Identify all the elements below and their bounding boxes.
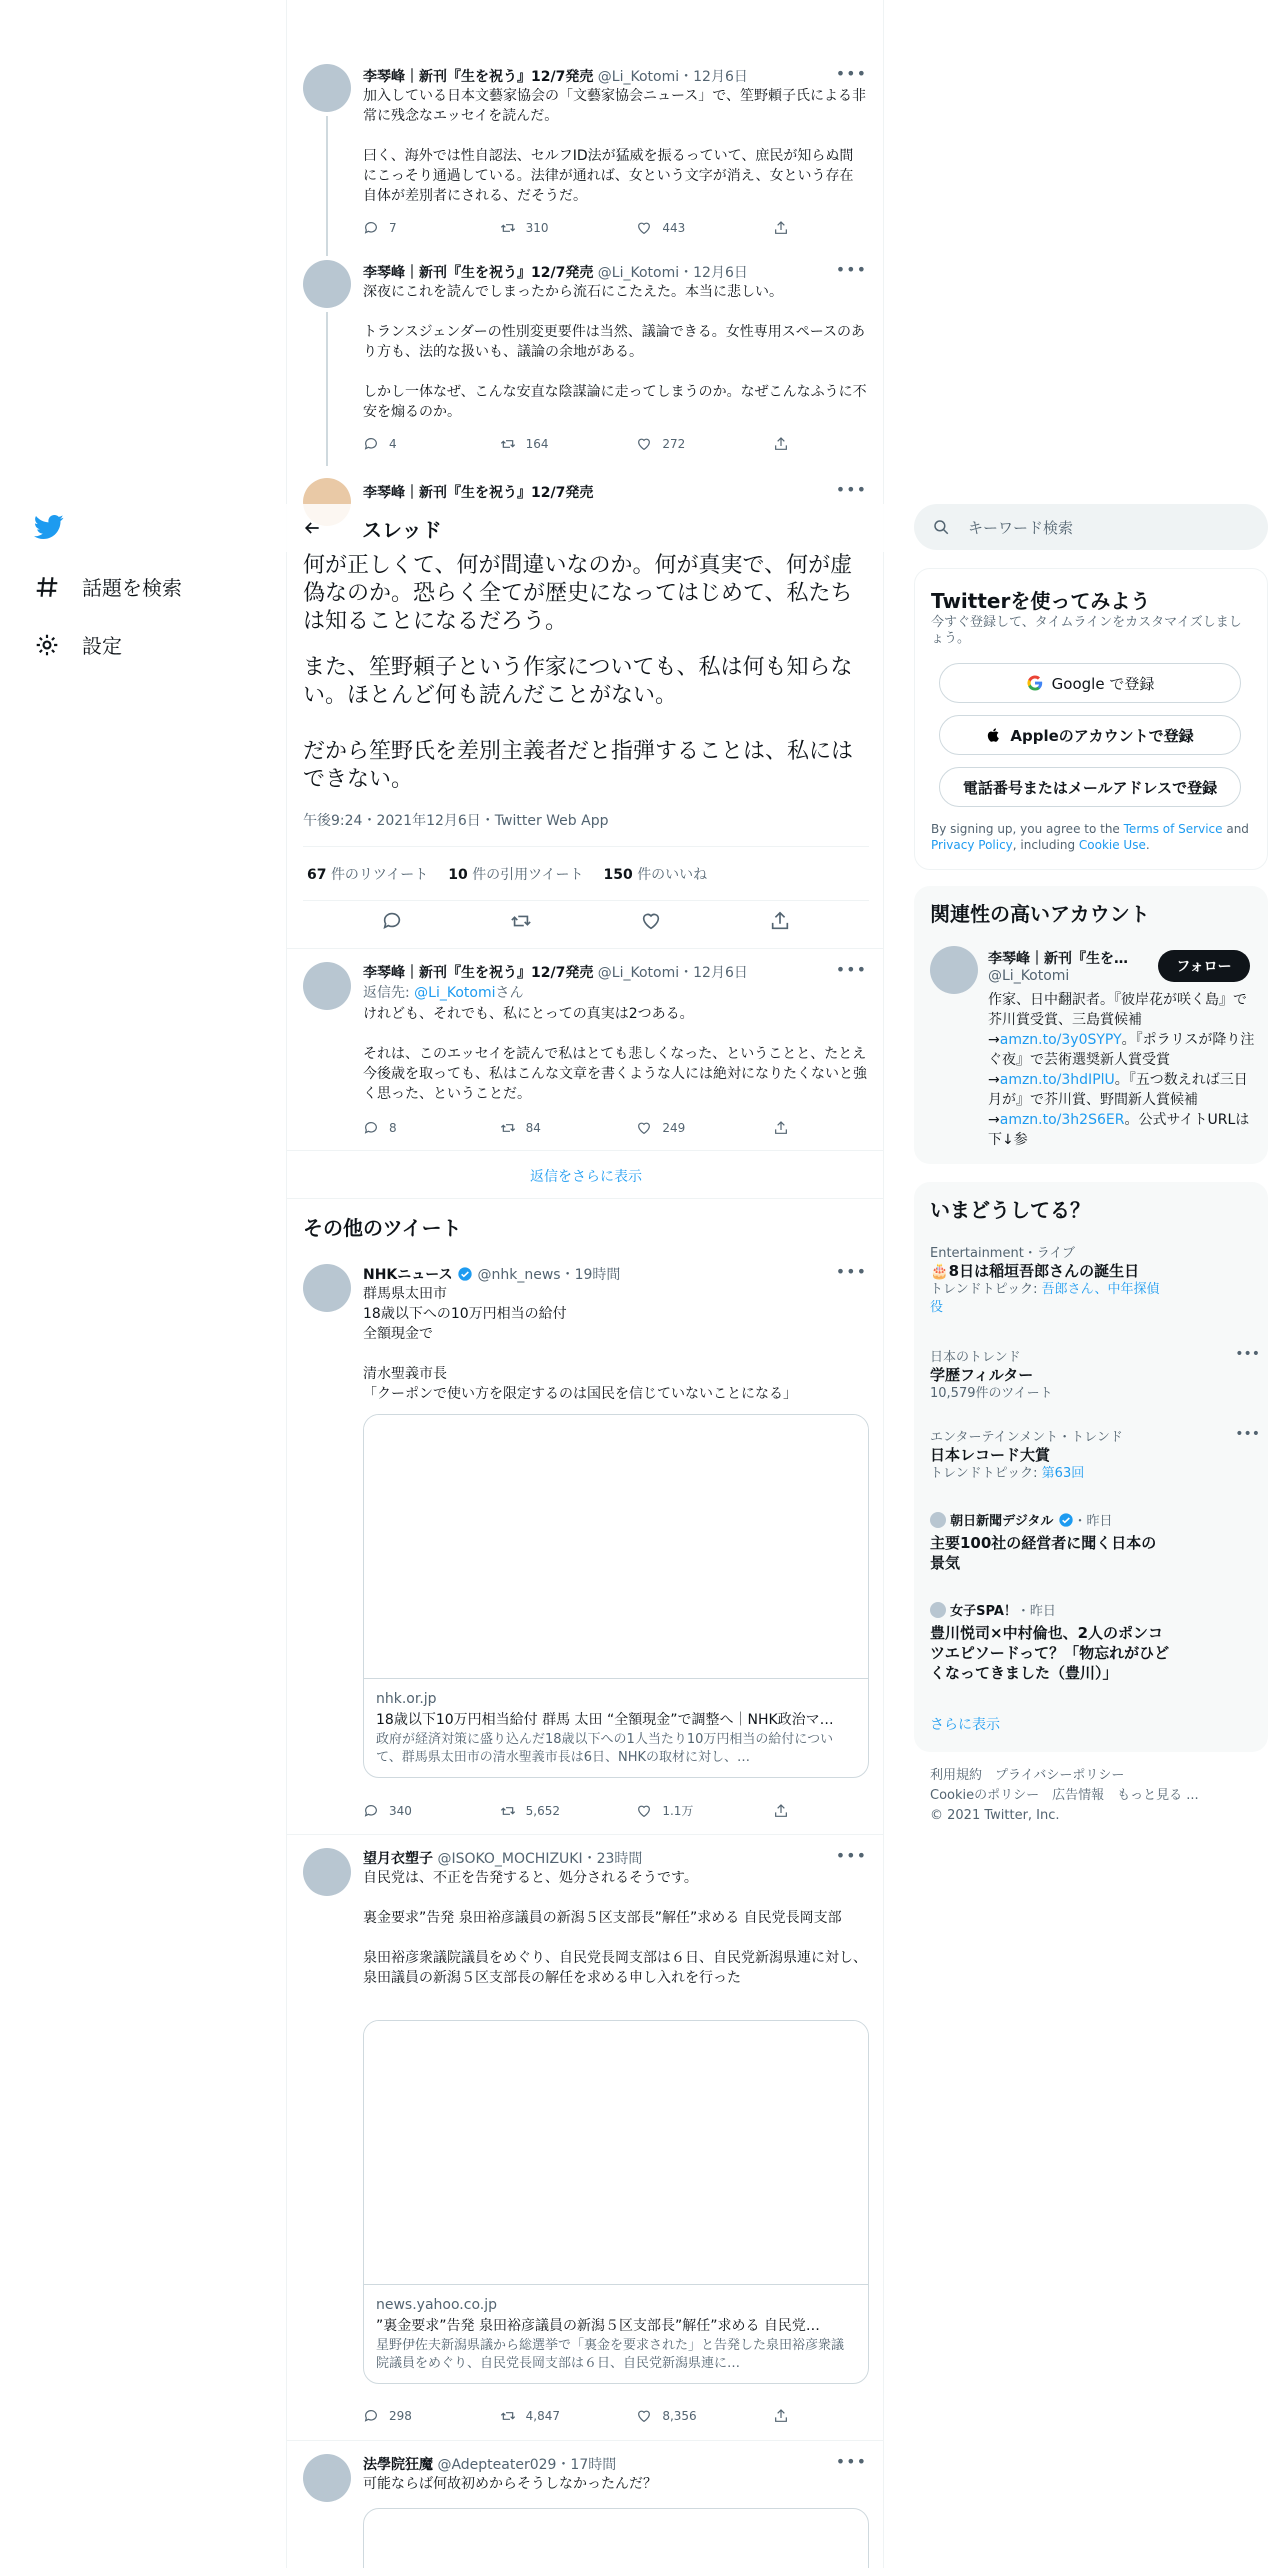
retweet-button[interactable]: [500, 2408, 600, 2424]
thread-connector: [326, 116, 328, 250]
link-card[interactable]: [363, 2020, 869, 2384]
bio-text-3: 。『五つ数えれば三日月が』で芥川賞、野間新人賞候補→: [988, 1072, 1248, 1128]
retweet-button[interactable]: [500, 1802, 600, 1819]
reply-icon: [363, 2408, 379, 2424]
avatar[interactable]: [303, 1264, 351, 1312]
more-tweets-heading: その他のツイート: [303, 1216, 462, 1240]
avatar[interactable]: [303, 2454, 351, 2502]
retweet-icon: [500, 436, 516, 452]
reply-button[interactable]: [363, 436, 463, 452]
like-button[interactable]: [636, 1802, 736, 1819]
more-icon[interactable]: •••: [835, 64, 867, 83]
show-more-replies-link[interactable]: 返信をさらに表示: [530, 1169, 642, 1185]
reply-count: 8: [389, 1121, 397, 1135]
recommended-tweet[interactable]: [287, 1836, 884, 2436]
tweet-header: [363, 2454, 616, 2474]
share-icon: [773, 436, 789, 452]
avatar[interactable]: [930, 946, 978, 994]
share-button[interactable]: [773, 436, 793, 452]
show-more-trends-link[interactable]: さらに表示: [930, 1717, 1000, 1733]
thread-tweet[interactable]: [287, 256, 884, 466]
trend-category: 日本のトレンド: [930, 1350, 1021, 1365]
reply-icon: [363, 1803, 379, 1819]
tweet-date[interactable]: ・12月6日: [679, 265, 748, 281]
avatar[interactable]: [303, 1848, 351, 1896]
tweet-date[interactable]: ・12月6日: [679, 965, 748, 981]
thread-connector: [326, 312, 328, 466]
google-signup-button[interactable]: [939, 663, 1241, 703]
author-name[interactable]: 李琴峰｜新刊『生を祝う』12/7発売: [363, 265, 594, 281]
author-handle[interactable]: @Adepteater029: [437, 2457, 557, 2473]
heart-icon: [636, 1120, 652, 1136]
share-icon: [773, 1803, 789, 1819]
related-accounts-box: [914, 886, 1268, 1164]
tweet-text: 可能ならば何故初めからそうしなかったんだ？: [363, 2476, 657, 2492]
avatar[interactable]: [303, 962, 351, 1010]
tweet-header: [363, 262, 748, 282]
tweet-date[interactable]: ・19時間: [560, 1267, 621, 1283]
reply-icon: [363, 220, 379, 236]
author-name[interactable]: NHKニュース: [363, 1267, 453, 1283]
trend-item[interactable]: [930, 1346, 1260, 1403]
cookie-link[interactable]: Cookie Use: [1078, 838, 1146, 852]
phone-email-signup-button[interactable]: [939, 767, 1241, 807]
reply-to-prefix: 返信先:: [363, 985, 415, 1001]
tweet-text: 深夜にこれを読んでしまったから流石にこたえた。本当に悲しい。 トランスジェンダーの性別変更要件は当然、議論できる。女性専用スペースのあり方も、法的な扱いも、議論の余地がある。 しかし一体なぜ、こんな安直な陰謀論に走ってしまうのか。なぜこんなふうに不安を煽るのか。: [363, 284, 867, 420]
news-time: ・昨日: [1073, 1514, 1113, 1529]
like-count: 249: [662, 1121, 686, 1135]
quotes-stat-label: 件の引用ツイート: [472, 867, 584, 883]
terms-end: .: [1145, 838, 1150, 852]
tweet-header: [363, 1264, 620, 1284]
quotes-stat-count: 10: [448, 867, 468, 883]
footer-line-2[interactable]: Cookieのポリシー 広告情報 もっと見る ...: [930, 1788, 1199, 1803]
tweet-actions: [363, 220, 793, 236]
retweet-icon: [500, 1120, 516, 1136]
news-title: 主要100社の経営者に聞く日本の景気: [930, 1534, 1157, 1572]
phone-email-signup-label: 電話番号またはメールアドレスで登録: [962, 778, 1218, 797]
tweet-actions: [363, 1120, 793, 1136]
author-handle[interactable]: @Li_Kotomi: [597, 265, 680, 281]
more-icon[interactable]: •••: [835, 260, 867, 279]
share-icon[interactable]: [769, 910, 791, 932]
reply-button[interactable]: [363, 2408, 463, 2424]
footer-links: [930, 1766, 1199, 1826]
main-tweet-timestamp[interactable]: 午後9:24・2021年12月6日・Twitter Web App: [303, 813, 609, 829]
footer-line-1[interactable]: 利用規約 プライバシーポリシー: [930, 1768, 1125, 1783]
retweet-button[interactable]: [500, 220, 600, 236]
gear-icon: [34, 632, 60, 658]
avatar[interactable]: [303, 260, 351, 308]
tweet-date[interactable]: ・23時間: [582, 1851, 643, 1867]
trend-title: 日本レコード大賞: [930, 1446, 1051, 1464]
trend-topics: [930, 1281, 1170, 1317]
link-card-title: 18歳以下10万円相当給付 群馬 太田 “全額現金”で調整へ｜NHK政治マ…: [376, 1712, 834, 1728]
link-card-description: 星野伊佐夫新潟県議から総選挙で「裏金を要求された」と告発した泉田裕彦衆議院議員をめぐり、自民党長岡支部は６日、自民党新潟県連に…: [376, 2338, 845, 2371]
reply-to-line: [363, 982, 524, 1002]
like-count: 8,356: [662, 2409, 697, 2423]
engagement-stats: [307, 864, 707, 884]
thread-column: [286, 0, 884, 2568]
likes-stat-label: 件のいいね: [637, 867, 708, 883]
retweet-count: 5,652: [525, 1803, 561, 1818]
signup-terms: [931, 821, 1261, 853]
tweet-text: けれども、それでも、私にとっての真実は2つある。 それは、このエッセイを読んで私はとても悲しくなった、ということと、たとえ今後歳を取っても、私はこんな文章を書くような人には絶対になりたくないと強く思った、ということだ。: [363, 1006, 867, 1102]
like-button[interactable]: [636, 1120, 736, 1136]
link-card-image: [364, 2021, 868, 2285]
right-sidebar: [904, 0, 1284, 2568]
share-button[interactable]: [773, 2408, 793, 2424]
reply-button[interactable]: [363, 220, 463, 236]
news-source: [930, 1600, 1250, 1619]
link-card[interactable]: [363, 1414, 869, 1778]
retweet-icon: [500, 220, 516, 236]
share-button[interactable]: [773, 1120, 793, 1136]
tweet-date[interactable]: ・12月6日: [679, 69, 748, 85]
bio-text-1: 作家、日中翻訳者。『彼岸花が咲く島』で芥川賞受賞、三島賞候補→: [988, 992, 1247, 1048]
divider: [287, 1834, 884, 1835]
signup-box: [914, 568, 1268, 870]
retweet-count: 4,847: [525, 2409, 561, 2423]
trend-topic-link[interactable]: 吾郎さん、中年探偵役: [930, 1282, 1160, 1315]
like-count: 272: [662, 437, 686, 451]
reply-button[interactable]: [363, 1802, 463, 1819]
thread-connector: [326, 250, 328, 256]
reply-icon: [363, 1120, 379, 1136]
like-count: 1.1万: [662, 1804, 694, 1818]
more-icon[interactable]: •••: [835, 1262, 867, 1281]
bio-text-2: 。『ポラリスが降り注ぐ夜』で芸術選奨新人賞受賞→: [988, 1032, 1255, 1088]
reply-tweet[interactable]: [287, 950, 884, 1150]
heart-icon: [636, 436, 652, 452]
bio-link-2[interactable]: amzn.to/3hdIPlU: [999, 1072, 1115, 1088]
tweet-actions: [363, 2408, 793, 2424]
link-card[interactable]: [363, 2508, 869, 2568]
more-icon[interactable]: •••: [835, 480, 867, 499]
heart-icon: [636, 2408, 652, 2424]
retweets-stat-label: 件のリツイート: [330, 867, 429, 883]
privacy-link[interactable]: Privacy Policy: [931, 838, 1013, 852]
apple-signup-button[interactable]: [939, 715, 1241, 755]
google-g-icon: [1026, 674, 1044, 692]
nav-settings-label: 設定: [82, 634, 122, 658]
trend-topics: [930, 1465, 1250, 1483]
divider: [303, 846, 869, 847]
terms-including: , including: [1012, 838, 1079, 852]
share-button[interactable]: [773, 1802, 793, 1819]
source-avatar: [930, 1512, 946, 1528]
trend-title: 学歴フィルター: [930, 1366, 1034, 1384]
tweet-text: 自民党は、不正を告発すると、処分されるそうです。 裏金要求”告発 泉田裕彦議員の新潟５区支部長”解任”求める 自民党長岡支部 泉田裕彦衆議院議員をめぐり、自民党長岡支部は６日、自民党新潟県連に対し、泉田議員の新潟５区支部長の解任を求める申し入れを行った: [363, 1870, 867, 1986]
link-card-domain: nhk.or.jp: [376, 1691, 437, 1707]
more-icon[interactable]: •••: [835, 960, 867, 979]
thread-header: [286, 504, 884, 552]
news-item[interactable]: [930, 1600, 1250, 1683]
trend-item[interactable]: [930, 1242, 1250, 1317]
bio-link-3[interactable]: amzn.to/3h2S6ER: [999, 1112, 1125, 1128]
main-tweet-text-mid: また、笙野頼子という作家についても、私は何も知らない。ほとんど何も読んだことがない。: [303, 655, 853, 708]
author-name[interactable]: 李琴峰｜新刊『生を祝う』12/7発売: [363, 965, 594, 981]
trend-category: Entertainment・ライブ: [930, 1246, 1076, 1261]
more-icon[interactable]: •••: [835, 1846, 867, 1865]
reply-count: 298: [389, 2409, 412, 2423]
arrow-left-icon[interactable]: [302, 518, 322, 538]
retweets-stat-count: 67: [307, 867, 327, 883]
reply-to-handle[interactable]: @Li_Kotomi: [414, 985, 496, 1001]
terms-link[interactable]: Terms of Service: [1123, 822, 1223, 836]
divider: [287, 948, 884, 949]
thread-tweet[interactable]: [287, 476, 884, 506]
retweet-icon[interactable]: [510, 910, 532, 932]
tweet-header: [363, 1848, 642, 1868]
divider: [287, 2440, 884, 2441]
tweet-header: [363, 482, 593, 502]
reply-count: 7: [389, 221, 397, 235]
likes-stat[interactable]: [604, 864, 708, 884]
tweet-actions: [363, 1802, 793, 1819]
recommended-tweet[interactable]: [287, 2442, 884, 2568]
author-name[interactable]: 望月衣塑子: [363, 1851, 433, 1867]
reply-count: 4: [389, 437, 397, 451]
heart-icon: [636, 1803, 652, 1819]
like-button[interactable]: [636, 220, 736, 236]
left-nav: [0, 0, 286, 2568]
more-icon[interactable]: •••: [1235, 1426, 1260, 1442]
trend-tweet-count: 10,579件のツイート: [930, 1386, 1053, 1401]
trend-title: 🎂8日は稲垣吾郎さんの誕生日: [930, 1262, 1140, 1280]
link-card-description: 政府が経済対策に盛り込んだ18歳以下への1人当たり10万円相当の給付について、群馬県太田市の清水聖義市長は6日、NHKの取材に対し、…: [376, 1732, 834, 1765]
search-icon: [932, 518, 950, 536]
retweet-count: 310: [525, 221, 549, 235]
author-handle[interactable]: @Li_Kotomi: [597, 965, 680, 981]
trends-title: いまどうしてる？: [930, 1198, 1090, 1222]
news-source-name: 朝日新聞デジタル: [950, 1514, 1054, 1529]
tweet-text: 加入している日本文藝家協会の「文藝家協会ニュース」で、笙野頼子氏による非常に残念なエッセイを読んだ。 曰く、海外では性自認法、セルフID法が猛威を振るっていて、庶民が知らぬ間にこっそり通過している。法律が通れば、女という文字が消え、女という存在自体が差別者にされる、だそうだ。: [363, 88, 867, 204]
retweet-button[interactable]: [500, 436, 600, 452]
reply-icon: [363, 436, 379, 452]
link-card-title: ”裏金要求”告発 泉田裕彦議員の新潟５区支部長”解任”求める 自民党…: [376, 2318, 820, 2334]
author-name[interactable]: 法學院狂魔: [363, 2457, 433, 2473]
share-button[interactable]: [773, 220, 793, 236]
news-time: ・昨日: [1016, 1604, 1056, 1619]
author-name[interactable]: 李琴峰｜新刊『生を祝う』12/7発売: [363, 485, 594, 501]
main-tweet-text-top: 何が正しくて、何が間違いなのか。何が真実で、何が虚偽なのか。恐らく全てが歴史になってはじめて、私たちは知ることになるだろう。: [303, 553, 853, 634]
bio-link-1[interactable]: amzn.to/3y0SYPY: [999, 1032, 1122, 1048]
tweet-actions: [363, 436, 793, 452]
related-account-bio: [988, 990, 1258, 1150]
tweet-text: 群馬県太田市 18歳以下への10万円相当の給付 全額現金で 清水聖義市長 「クーポンで使い方を限定するのは国民を信じていないことになる」: [363, 1286, 797, 1402]
heart-icon: [636, 220, 652, 236]
retweet-count: 164: [525, 437, 549, 451]
search-placeholder: キーワード検索: [968, 518, 1074, 537]
author-handle[interactable]: @Li_Kotomi: [597, 69, 680, 85]
main-tweet: [287, 552, 884, 942]
news-source: [930, 1510, 1250, 1529]
tweet-header: [363, 962, 748, 982]
verified-badge-icon: [1058, 1512, 1074, 1528]
news-source-name: 女子SPA！: [950, 1604, 1017, 1619]
trend-topic-link[interactable]: 第63回: [1041, 1466, 1085, 1481]
reply-button[interactable]: [363, 1120, 463, 1136]
terms-and: and: [1222, 822, 1249, 836]
author-name[interactable]: 李琴峰｜新刊『生を祝う』12/7発売: [363, 69, 594, 85]
retweets-stat[interactable]: [307, 864, 428, 884]
apple-icon: [986, 726, 1002, 744]
retweet-button[interactable]: [500, 1120, 600, 1136]
divider: [287, 1198, 884, 1199]
source-avatar: [930, 1602, 946, 1618]
share-icon: [773, 2408, 789, 2424]
retweet-count: 84: [525, 1121, 541, 1135]
main-tweet-text-bottom: だから笙野氏を差別主義者だと指弾することは、私にはできない。: [303, 739, 854, 792]
signup-title: Twitterを使ってみよう: [931, 589, 1151, 613]
nav-settings[interactable]: [34, 630, 122, 659]
thread-title: スレッド: [362, 517, 442, 542]
main-tweet-actions: [287, 910, 884, 932]
nav-explore[interactable]: [34, 572, 182, 601]
quotes-stat[interactable]: [448, 864, 583, 884]
tweet-date[interactable]: ・17時間: [556, 2457, 617, 2473]
author-handle[interactable]: @ISOKO_MOCHIZUKI: [437, 1851, 583, 1867]
link-card-image: [364, 1415, 868, 1679]
terms-prefix: By signing up, you agree to the: [931, 822, 1124, 836]
link-card-domain: news.yahoo.co.jp: [376, 2297, 497, 2313]
news-item[interactable]: [930, 1510, 1250, 1573]
signup-subtitle: 今すぐ登録して、タイムラインをカスタマイズしましょう。: [931, 615, 1242, 646]
footer-copyright: © 2021 Twitter, Inc.: [930, 1808, 1060, 1823]
divider: [287, 1150, 884, 1151]
avatar[interactable]: [303, 64, 351, 112]
related-account-handle[interactable]: @Li_Kotomi: [988, 968, 1070, 984]
trend-item[interactable]: [930, 1426, 1260, 1483]
retweet-icon: [500, 2408, 516, 2424]
like-count: 443: [662, 221, 686, 235]
follow-button[interactable]: フォロー: [1158, 950, 1250, 982]
bio-text-4: 。公式サイトURLは下↓参: [988, 1112, 1250, 1148]
trend-category: エンターテインメント・トレンド: [930, 1430, 1123, 1445]
related-title: 関連性の高いアカウント: [930, 902, 1150, 926]
like-button[interactable]: [636, 2408, 736, 2424]
more-icon[interactable]: •••: [1235, 1346, 1260, 1362]
trend-topics-label: トレンドトピック:: [930, 1282, 1042, 1297]
verified-badge-icon: [457, 1266, 473, 1282]
retweet-icon: [500, 1803, 516, 1819]
news-title: 豊川悦司×中村倫也、2人のポンコツエピソードって？「物忘れがひどくなってきました（豊川）」: [930, 1624, 1170, 1682]
like-button[interactable]: [636, 436, 736, 452]
related-account-name[interactable]: 李琴峰｜新刊『生を…: [988, 951, 1128, 967]
share-icon: [773, 220, 789, 236]
reply-count: 340: [389, 1803, 412, 1818]
apple-signup-label: Appleのアカウントで登録: [1010, 726, 1194, 745]
reply-to-suffix: さん: [495, 985, 524, 1001]
likes-stat-count: 150: [603, 867, 633, 883]
recommended-tweet[interactable]: [287, 1252, 884, 1832]
divider: [303, 900, 869, 901]
nav-explore-label: 話題を検索: [82, 576, 182, 600]
share-icon: [773, 1120, 789, 1136]
reply-icon[interactable]: [381, 910, 403, 932]
search-bar[interactable]: [914, 504, 1268, 550]
author-handle[interactable]: @nhk_news: [477, 1267, 561, 1283]
twitter-logo-icon[interactable]: [32, 512, 66, 542]
trend-topics-label: トレンドトピック:: [930, 1466, 1042, 1481]
tweet-header: [363, 66, 748, 86]
google-signup-label: Google で登録: [1051, 674, 1155, 693]
heart-icon[interactable]: [640, 910, 662, 932]
more-icon[interactable]: •••: [835, 2452, 867, 2471]
thread-tweet[interactable]: [287, 60, 884, 250]
hashtag-icon: [34, 574, 60, 600]
